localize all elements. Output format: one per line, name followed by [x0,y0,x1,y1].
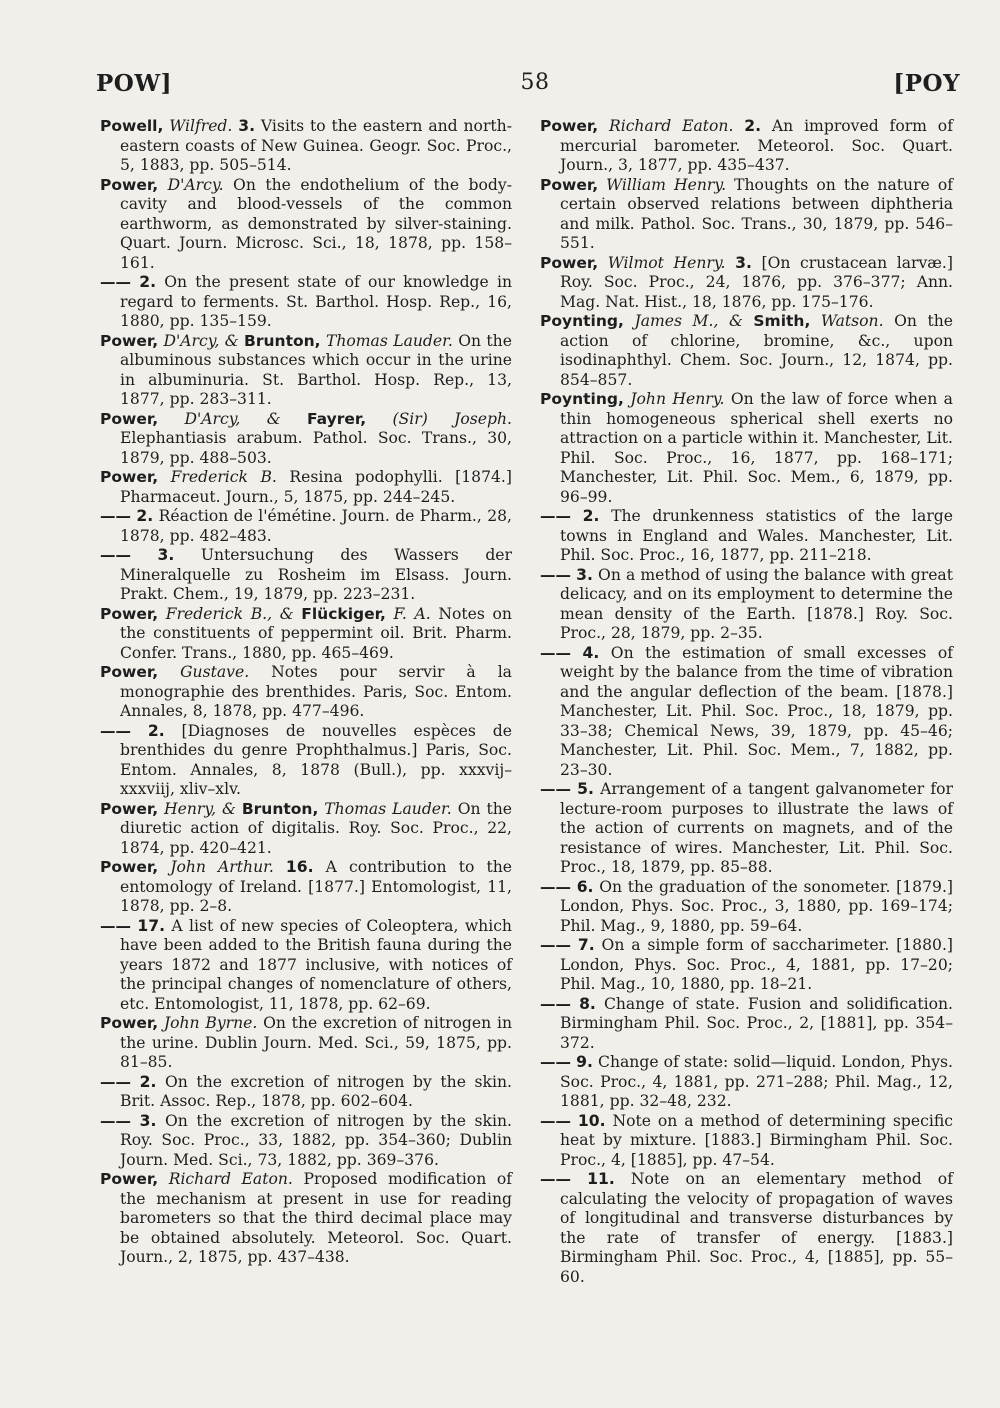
entry-forename: William Henry. [606,175,727,194]
entry-number: 5. [577,780,594,798]
entry-number: 2. [139,273,156,291]
entry-coauthor: Fayrer, [306,409,367,428]
entry-author: —— [540,643,571,662]
entry-author: —— [540,1111,571,1130]
entry-author: Power, [100,1170,159,1188]
entry-number: 3. [139,1111,157,1130]
entry-text: On the present state of our knowledge in regard to ferments. St. Barthol. Hosp. Rep., 16, 1880, pp. 135–159. [120,273,512,330]
bibliography-entry [100,1112,512,1171]
entry-author: Powell, [100,117,164,135]
bibliography-entry [540,936,953,995]
entry-number: 11. [587,1170,615,1188]
entry-coauthor-forename: F. A. [393,604,431,623]
entry-number: 9. [576,1053,593,1071]
entry-forename: Henry, & [164,799,236,818]
entry-text: Elephantiasis arabum. Pathol. Soc. Trans., 30, 1879, pp. 488–503. [120,429,512,467]
entry-coauthor: Brunton, [241,799,319,818]
entry-number: 3. [735,253,752,272]
entry-text: Réaction de l'émétine. Journ. de Pharm., 28, 1878, pp. 482–483. [120,507,512,545]
entry-author: Poynting, [540,390,624,408]
entry-author: Power, [100,175,159,194]
entry-author: —— [100,546,131,564]
left-column [100,117,512,1268]
bibliography-entry [100,858,512,917]
entry-author: Power, [100,1014,159,1032]
entry-text: Thoughts on the nature of certain observed relations between diphtheria and milk. Pathol. Soc. Trans., 30, 1879, pp. 546–551. [560,175,953,252]
entry-number: 4. [582,643,600,662]
entry-author: —— [100,1072,131,1091]
entry-author: —— [100,721,131,740]
bibliography-entry [100,117,512,176]
entry-text: Change of state: solid—liquid. London, Phys. Soc. Proc., 4, 1881, pp. 271–288; Phil. Mag., 12, 1881, pp. 32–48, 232. [560,1053,953,1110]
entry-forename: Frederick B., & [165,604,294,623]
entry-text: Proposed modification of the mechanism at present in use for reading barometers so that the third decimal place may be obtained absolutely. Meteorol. Soc. Quart. Journ., 2, 1875, pp. 437–438. [120,1170,512,1266]
bibliography-entry [540,390,953,507]
entry-number: 3. [238,117,256,135]
entry-forename: John Arthur. [170,858,274,876]
entry-text: On the excretion of nitrogen by the skin. Brit. Assoc. Rep., 1878, pp. 602–604. [120,1072,512,1110]
right-column [540,117,953,1287]
entry-coauthor-forename: (Sir) Joseph. [392,409,512,428]
entry-author: —— [540,994,571,1013]
entry-text: An improved form of mercurial barometer. Meteorol. Soc. Quart. Journ., 3, 1877, pp. 435–437. [560,117,953,174]
entry-number: 17. [137,916,166,935]
bibliography-entry [540,176,953,254]
entry-forename: Frederick B. [170,468,277,486]
bibliography-entry [540,117,953,176]
bibliography-entry [100,917,512,1015]
entry-text: [On crustacean larvæ.] Roy. Soc. Proc., 24, 1876, pp. 376–377; Ann. Mag. Nat. Hist., 18, 1876, pp. 175–176. [560,253,953,311]
entry-text: The drunkenness statistics of the large towns in England and Wales. Manchester, Lit. Phil. Soc. Proc., 16, 1877, pp. 211–218. [560,507,953,564]
entry-text: On the excretion of nitrogen by the skin. Roy. Soc. Proc., 33, 1882, pp. 354–360; Dublin Journ. Med. Sci., 73, 1882, pp. 369–376. [120,1111,512,1169]
bibliography-entry [100,507,512,546]
entry-forename: Gustave. [180,663,250,681]
entry-author: —— [540,936,571,954]
entry-text: On the endothelium of the body-cavity and blood-vessels of the common earthworm, as demonstrated by silver-staining. Quart. Journ. Microsc. Sci., 18, 1878, pp. 158–161. [120,175,512,272]
entry-author: Power, [100,468,159,486]
bibliography-entry [100,800,512,859]
entry-forename: John Henry. [630,390,725,408]
running-head-left: POW] [96,70,173,97]
entry-coauthor: Brunton, [244,331,321,350]
entry-coauthor: Smith, [753,312,811,330]
bibliography-entry [540,254,953,313]
entry-forename: Richard Eaton. [608,117,734,135]
entry-text: Notes pour servir à la monographie des brenthides. Paris, Soc. Entom. Annales, 8, 1878, pp. 477–496. [120,663,512,720]
entry-author: Power, [540,175,599,194]
bibliography-entry [540,1053,953,1112]
entry-author: —— [540,780,571,798]
entry-number: 8. [579,994,596,1013]
bibliography-entry [100,546,512,605]
entry-text: Resina podophylli. [1874.] Pharmaceut. Journ., 5, 1875, pp. 244–245. [120,468,512,506]
entry-coauthor: Flückiger, [301,604,386,623]
entry-author: —— [100,1111,131,1130]
page-number: 58 [520,70,550,95]
entry-text: On a simple form of saccharimeter. [1880.] London, Phys. Soc. Proc., 4, 1881, pp. 17–20; Phil. Mag., 10, 1880, pp. 18–21. [560,936,953,993]
entry-text: On the diuretic action of digitalis. Roy. Soc. Proc., 22, 1874, pp. 420–421. [120,799,512,857]
entry-forename: John Byrne. [163,1014,258,1032]
entry-text: On the graduation of the sonometer. [1879.] London, Phys. Soc. Proc., 3, 1880, pp. 169–174; Phil. Mag., 9, 1880, pp. 59–64. [560,877,953,935]
entry-number: 6. [576,877,594,896]
entry-text: Note on a method of determining specific heat by mixture. [1883.] Birmingham Phil. Soc. Proc., 4, [1885], pp. 47–54. [560,1111,953,1169]
bibliography-entry [100,1073,512,1112]
entry-forename: D'Arcy. [167,175,224,194]
entry-number: 2. [744,117,762,135]
bibliography-entry [100,273,512,332]
bibliography-entry [100,605,512,664]
entry-forename: D'Arcy, & [184,409,281,428]
entry-author: Power, [100,331,159,350]
entry-text: A list of new species of Coleoptera, which have been added to the British fauna during the years 1872 and 1877 inclusive, with notices of the principal changes of nomenclature of others, etc. Entomologist, 11, 1878, pp. 62–69. [120,916,512,1013]
entry-text: Arrangement of a tangent galvanometer for lecture-room purposes to illustrate the laws of the action of currents on magnets, and of the resistance of wires. Manchester, Lit. Phil. Soc. Proc., 18, 1879, pp. 85–88. [560,780,953,876]
entry-author: —— [540,877,571,896]
entry-number: 10. [577,1111,606,1130]
entry-author: Power, [100,858,159,876]
entry-author: Power, [540,117,599,135]
entry-number: 7. [577,936,595,954]
entry-text: A contribution to the entomology of Ireland. [1877.] Entomologist, 11, 1878, pp. 2–8. [120,858,512,915]
entry-author: —— [540,1170,571,1188]
entry-number: 2. [582,507,600,525]
bibliography-entry [540,644,953,781]
entry-author: —— [100,507,131,525]
entry-author: Power, [100,604,159,623]
entry-forename: Richard Eaton. [168,1170,293,1188]
bibliography-entry [540,780,953,878]
entry-forename: D'Arcy, & [163,331,239,350]
entry-text: On a method of using the balance with great delicacy, and on its employment to determine the mean density of the Earth. [1878.] Roy. Soc. Proc., 28, 1879, pp. 2–35. [560,565,953,642]
bibliography-entry [100,332,512,410]
bibliography-entry [100,663,512,722]
running-head-right: [POY [893,70,960,97]
bibliography-entry [100,1014,512,1073]
entry-text: Notes on the constituents of peppermint oil. Brit. Pharm. Confer. Trans., 1880, pp. 465–469. [120,604,512,662]
entry-text: Visits to the eastern and north-eastern coasts of New Guinea. Geogr. Soc. Proc., 5, 1883, pp. 505–514. [120,117,512,174]
entry-number: 3. [576,565,593,584]
bibliography-entry [540,507,953,566]
entry-text: On the action of chlorine, bromine, &c., upon isodinaphthyl. Chem. Soc. Journ., 12, 1874, pp. 854–857. [560,312,953,389]
entry-forename: Wilmot Henry. [607,253,726,272]
bibliography-entry [100,410,512,469]
entry-author: Power, [100,663,159,681]
bibliography-entry [540,1170,953,1287]
entry-coauthor-forename: Thomas Lauder. [324,799,452,818]
entry-author: —— [540,1053,571,1071]
bibliography-entry [540,1112,953,1171]
entry-text: On the excretion of nitrogen in the urine. Dublin Journ. Med. Sci., 59, 1875, pp. 81–85. [120,1014,512,1071]
bibliography-entry [540,995,953,1054]
entry-text: On the law of force when a thin homogeneous spherical shell exerts no attraction on a particle within it. Manchester, Lit. Phil. Soc. Proc., 16, 1877, pp. 168–171; Manchester, Lit. Phil. Soc. Mem., 6, 1879, pp. 96–99. [560,390,953,506]
entry-coauthor-forename: Thomas Lauder. [325,331,453,350]
entry-forename: Wilfred. [169,117,233,135]
entry-author: Power, [100,409,159,428]
entry-number: 3. [157,546,175,564]
bibliography-entry [540,566,953,644]
entry-text: Note on an elementary method of calculating the velocity of propagation of waves of longitudinal and transverse disturbances by the rate of transfer of energy. [1883.] Birmingham Phil. Soc. Proc., 4, [1885], pp. 55–60. [560,1170,953,1286]
entry-text: Change of state. Fusion and solidification. Birmingham Phil. Soc. Proc., 2, [1881], pp. 354–372. [560,994,953,1052]
entry-number: 2. [147,721,165,740]
bibliography-entry [100,1170,512,1268]
bibliography-entry [100,468,512,507]
bibliography-entry [100,722,512,800]
entry-text: Untersuchung des Wassers der Mineralquelle zu Rosheim im Elsass. Journ. Prakt. Chem., 19, 1879, pp. 223–231. [120,546,512,603]
entry-number: 16. [285,858,314,876]
entry-number: 2. [139,1072,157,1091]
entry-text: [Diagnoses de nouvelles espèces de brenthides du genre Prophthalmus.] Paris, Soc. Entom. Annales, 8, 1878 (Bull.), pp. xxxvij–xxxviij, xliv–xlv. [120,721,512,798]
entry-author: —— [100,916,131,935]
entry-author: —— [540,507,571,525]
bibliography-entry [540,878,953,937]
entry-text: On the estimation of small excesses of weight by the balance from the time of vibration and the angular deflection of the beam. [1878.] Manchester, Lit. Phil. Soc. Proc., 18, 1879, pp. 33–38; Chemical News, 39, 1879, pp. 45–46; Manchester, Lit. Phil. Soc. Mem., 7, 1882, pp. 23–30. [560,643,953,779]
entry-text: On the albuminous substances which occur in the urine in albuminuria. St. Barthol. Hosp. Rep., 13, 1877, pp. 283–311. [120,331,512,408]
entry-author: —— [100,273,131,291]
entry-author: —— [540,565,571,584]
entry-author: Poynting, [540,312,624,330]
entry-author: Power, [100,799,159,818]
entry-number: 2. [136,507,154,525]
entry-coauthor-forename: Watson. [820,312,884,330]
bibliography-entry [100,176,512,274]
entry-author: Power, [540,253,599,272]
bibliography-entry [540,312,953,390]
entry-forename: James M., & [634,312,743,330]
